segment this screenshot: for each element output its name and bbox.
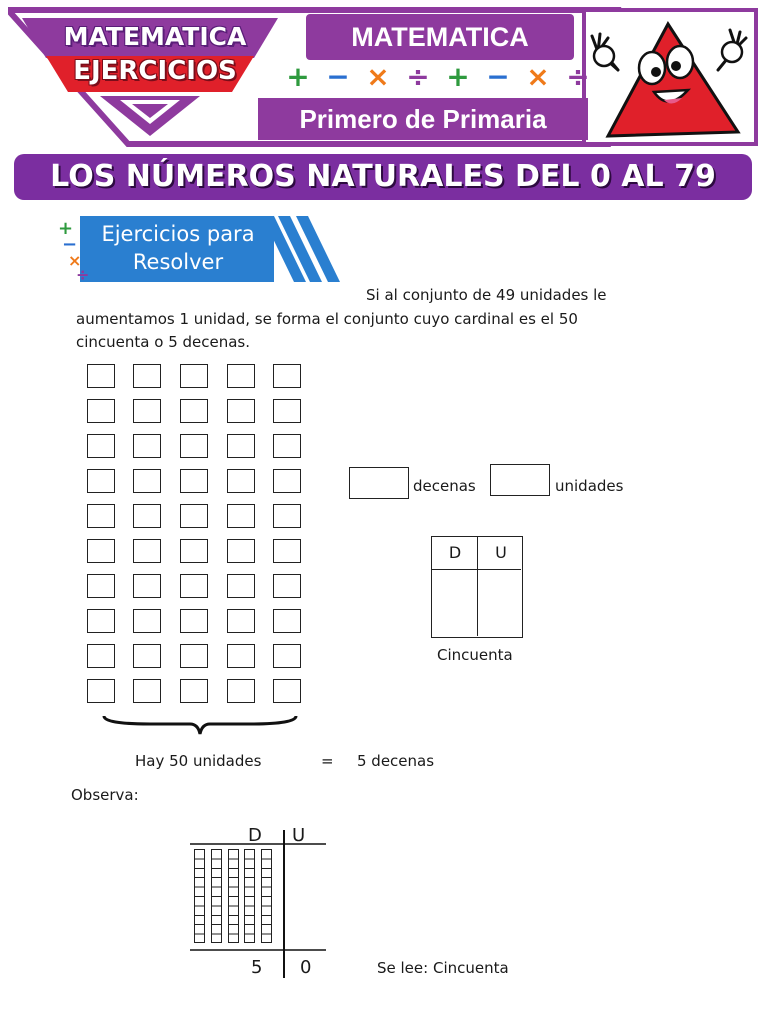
unit-square	[180, 469, 208, 493]
times-icon: ×	[526, 60, 550, 93]
unit-square	[227, 574, 255, 598]
page-title: LOS NÚMEROS NATURALES DEL 0 AL 79	[14, 154, 752, 200]
unit-square	[133, 364, 161, 388]
unit-square	[273, 469, 301, 493]
svg-text:÷: ÷	[76, 265, 90, 284]
unit-square	[87, 504, 115, 528]
ten-rod	[211, 849, 222, 943]
unit-square	[273, 504, 301, 528]
observe-d-header: D	[248, 825, 262, 846]
unit-square	[227, 364, 255, 388]
subject-banner: MATEMATICA	[306, 14, 574, 60]
unit-square	[87, 434, 115, 458]
unit-square	[87, 539, 115, 563]
svg-text:×: ×	[68, 251, 82, 270]
unit-square	[227, 434, 255, 458]
unit-square	[133, 644, 161, 668]
unit-square	[227, 504, 255, 528]
unit-square	[133, 434, 161, 458]
observe-u-header: U	[292, 825, 306, 846]
ten-rod	[228, 849, 239, 943]
logo-title-ejercicios: EJERCICIOS	[73, 56, 237, 86]
unit-square	[180, 574, 208, 598]
decenas-result-text: 5 decenas	[357, 752, 435, 770]
unit-square	[87, 469, 115, 493]
unit-square	[87, 574, 115, 598]
unit-square	[227, 469, 255, 493]
svg-text:−: −	[62, 234, 78, 255]
unit-square	[273, 574, 301, 598]
svg-text:+: +	[58, 218, 74, 239]
unit-square	[180, 539, 208, 563]
equals-sign: =	[321, 752, 334, 770]
unit-square	[273, 609, 301, 633]
hay-unidades-text: Hay 50 unidades	[135, 752, 262, 770]
unit-square	[273, 399, 301, 423]
d-answer-cell[interactable]	[433, 570, 476, 636]
unit-square	[227, 399, 255, 423]
unit-square	[273, 434, 301, 458]
unit-square	[87, 399, 115, 423]
decenas-label: decenas	[413, 477, 476, 495]
unidades-answer-box[interactable]	[490, 464, 550, 496]
grade-banner: Primero de Primaria	[258, 98, 588, 140]
unit-square	[227, 644, 255, 668]
unit-square	[180, 364, 208, 388]
minus-icon: −	[486, 60, 510, 93]
unit-square	[227, 539, 255, 563]
column-u-header: U	[495, 543, 507, 562]
unit-square	[87, 609, 115, 633]
unit-square	[87, 644, 115, 668]
section-badge-line1: Ejercicios para	[101, 222, 255, 246]
intro-line-2: aumentamos 1 unidad, se forma el conjunto cuyo cardinal es el 50	[76, 310, 578, 328]
intro-line-3: cincuenta o 5 decenas.	[76, 333, 251, 351]
unit-square	[180, 504, 208, 528]
observe-digit-u: 0	[300, 957, 312, 978]
ten-rod	[244, 849, 255, 943]
plus-icon: +	[446, 60, 470, 93]
unit-square	[87, 679, 115, 703]
ten-rod	[261, 849, 272, 943]
unit-square	[180, 434, 208, 458]
unit-square	[273, 539, 301, 563]
unit-square	[133, 539, 161, 563]
unit-square	[180, 399, 208, 423]
triangle-mascot-icon	[588, 12, 750, 140]
unit-square	[180, 644, 208, 668]
section-badge-line2: Resolver	[132, 250, 224, 274]
unidades-label: unidades	[555, 477, 624, 495]
unit-square	[227, 609, 255, 633]
plus-icon: +	[286, 60, 310, 93]
brace-icon	[100, 712, 300, 738]
observa-label: Observa:	[71, 786, 139, 804]
unit-square	[133, 504, 161, 528]
unit-square	[273, 364, 301, 388]
decenas-answer-box[interactable]	[349, 467, 409, 499]
observe-digit-d: 5	[251, 957, 263, 978]
unit-square	[133, 574, 161, 598]
unit-square	[273, 679, 301, 703]
unit-square	[227, 679, 255, 703]
times-icon: ×	[366, 60, 390, 93]
minus-icon: −	[326, 60, 350, 93]
unit-square	[133, 609, 161, 633]
section-badge	[86, 216, 270, 286]
divide-icon: ÷	[406, 60, 430, 93]
reading-text: Se lee: Cincuenta	[377, 959, 509, 977]
unit-square	[133, 469, 161, 493]
logo-title-matematica: MATEMATICA	[63, 22, 247, 51]
divide-icon: ÷	[566, 60, 590, 93]
ten-rod	[194, 849, 205, 943]
unit-square	[87, 364, 115, 388]
intro-line-1: Si al conjunto de 49 unidades le	[366, 286, 607, 304]
table-caption: Cincuenta	[437, 646, 513, 664]
unit-square	[273, 644, 301, 668]
unit-square	[180, 679, 208, 703]
unit-square	[180, 609, 208, 633]
u-answer-cell[interactable]	[478, 570, 521, 636]
column-d-header: D	[448, 543, 462, 562]
operator-strip	[278, 60, 598, 94]
unit-square	[133, 679, 161, 703]
unit-square	[133, 399, 161, 423]
